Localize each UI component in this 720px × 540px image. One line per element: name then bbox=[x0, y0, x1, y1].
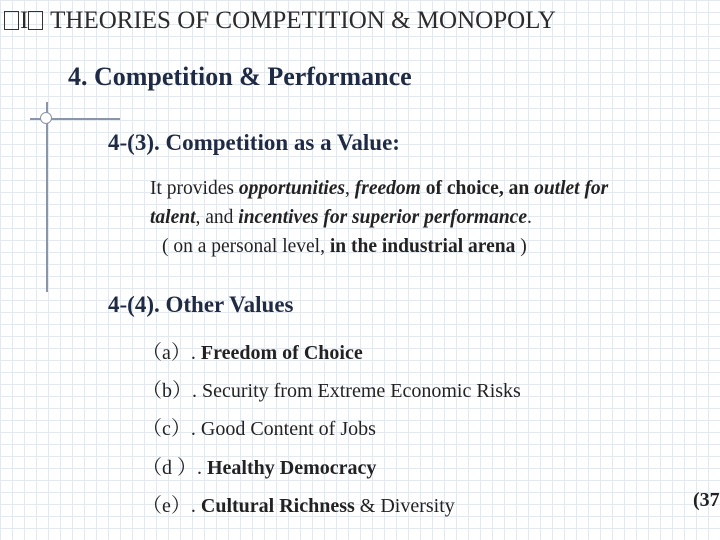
section-heading: 4. Competition & Performance bbox=[68, 62, 412, 91]
paragraph-line bbox=[150, 174, 720, 203]
missing-glyph-icon bbox=[28, 11, 43, 30]
list-item bbox=[142, 489, 455, 518]
list-text-bold: Freedom of Choice bbox=[200, 342, 363, 364]
list-item bbox=[142, 412, 376, 441]
slide-title bbox=[4, 4, 720, 38]
list-marker: （e）. bbox=[142, 495, 201, 517]
list-marker: （a）. bbox=[142, 342, 201, 364]
text-run: It provides bbox=[150, 178, 239, 199]
text-run: ) bbox=[515, 236, 527, 257]
emphasis-outlet: outlet for bbox=[534, 178, 609, 199]
text-run: , bbox=[345, 178, 355, 199]
text-run-bold: of choice bbox=[420, 178, 499, 199]
list-text-bold: Healthy Democracy bbox=[207, 457, 377, 479]
list-marker: （b）. bbox=[142, 380, 202, 402]
subsection-heading-value: 4-(3). Competition as a Value: bbox=[108, 130, 400, 155]
text-run: , and bbox=[195, 207, 239, 228]
emphasis-industrial-arena: in the industrial arena bbox=[329, 236, 516, 257]
emphasis-incentives: incentives for superior performance bbox=[238, 207, 527, 228]
list-marker: （d ）. bbox=[142, 457, 207, 479]
accent-vertical-line bbox=[46, 102, 48, 292]
list-text-bold: Cultural Richness bbox=[200, 495, 355, 517]
text-run-bold: , an bbox=[498, 178, 535, 199]
list-item bbox=[142, 451, 376, 480]
title-marker: I bbox=[20, 7, 29, 34]
list-text: Good Content of Jobs bbox=[200, 418, 376, 440]
accent-circle-icon bbox=[40, 112, 52, 124]
list-text: & Diversity bbox=[354, 495, 455, 517]
list-text: Security from Extreme Economic Risks bbox=[202, 380, 521, 402]
text-run: . bbox=[527, 207, 532, 228]
list-item bbox=[142, 374, 521, 403]
emphasis-talent: talent bbox=[150, 207, 196, 228]
missing-glyph-icon bbox=[4, 11, 19, 30]
page-reference: (37 bbox=[693, 489, 720, 511]
paragraph-line bbox=[150, 232, 720, 261]
list-marker: （c）. bbox=[142, 418, 201, 440]
text-run: ( on a personal level, bbox=[162, 236, 330, 257]
title-text: THEORIES OF COMPETITION & MONOPOLY bbox=[50, 7, 556, 34]
list-item bbox=[142, 336, 363, 365]
value-paragraph bbox=[150, 174, 720, 261]
emphasis-opportunities: opportunities bbox=[238, 178, 346, 199]
paragraph-line bbox=[150, 203, 720, 232]
emphasis-freedom: freedom bbox=[354, 178, 421, 199]
subsection-heading-other-values: 4-(4). Other Values bbox=[108, 292, 294, 317]
